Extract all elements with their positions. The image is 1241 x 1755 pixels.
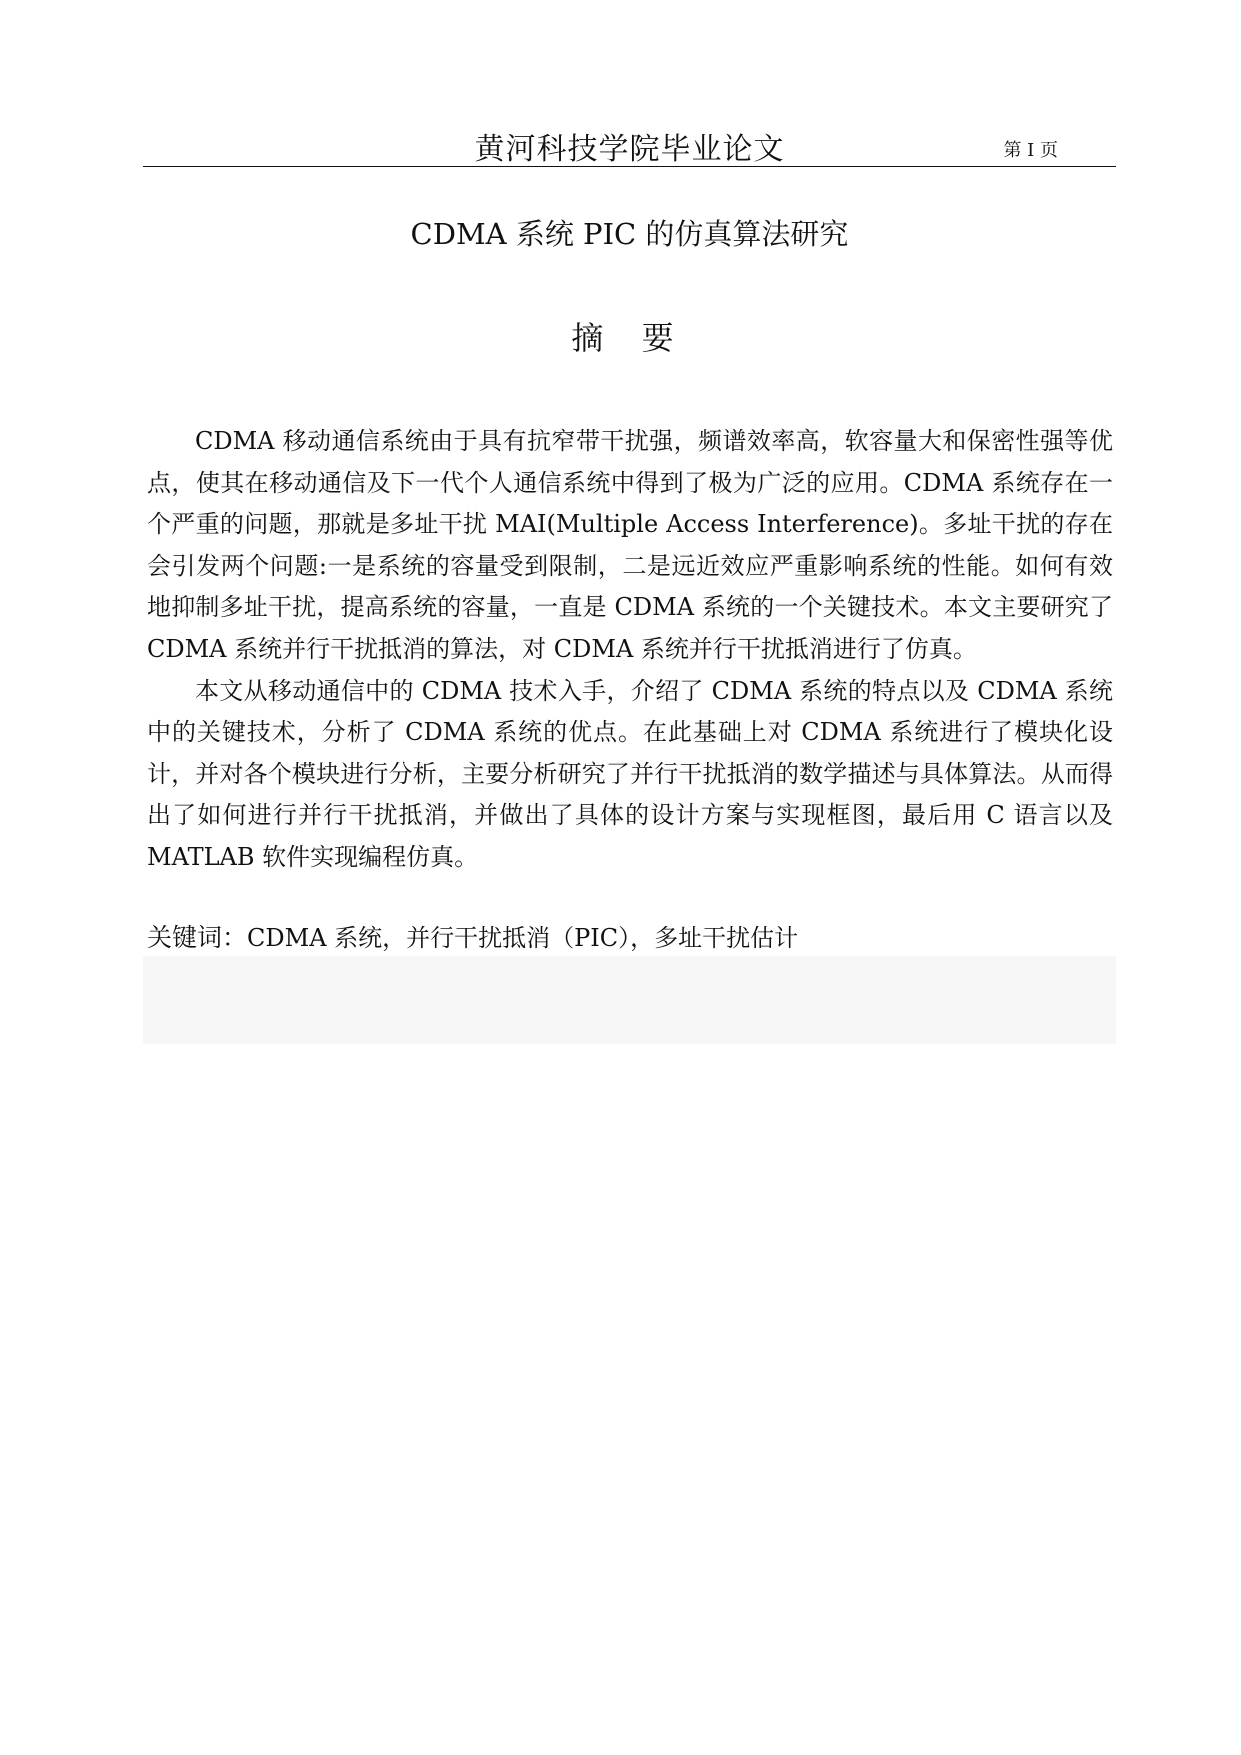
document-title: CDMA 系统 PIC 的仿真算法研究 — [410, 217, 849, 251]
keywords-line — [147, 918, 1113, 958]
keywords-value: CDMA 系统，并行干扰抵消（PIC），多址干扰估计 — [247, 924, 799, 952]
shaded-area — [143, 956, 1116, 1044]
page-header — [143, 118, 1116, 167]
page-number: 第 I 页 — [1003, 140, 1058, 161]
keywords-label: 关键词： — [147, 923, 248, 952]
abstract-paragraph-2: 本文从移动通信中的 CDMA 技术入手，介绍了 CDMA 系统的特点以及 CDMA 系统中的关键技术，分析了 CDMA 系统的优点。在此基础上对 CDMA 系统进行了模块化设计，并对各个模块进行分析，主要分析研究了并行干扰抵消的数学描述与具体算法。从而得出了如何进行并行干扰抵消，并做出了具体的设计方案与实现框图，最后用 C 语言以及 MATLAB 软件实现编程仿真。 — [147, 676, 1113, 871]
abstract-body — [147, 421, 1113, 879]
header-title: 黄河科技学院毕业论文 — [474, 132, 785, 167]
abstract-paragraph-1: CDMA 移动通信系统由于具有抗窄带干扰强，频谱效率高，软容量大和保密性强等优点，使其在移动通信及下一代个人通信系统中得到了极为广泛的应用。CDMA 系统存在一个严重的问题，那就是多址干扰 MAI(Multiple Access Interference)。多址干扰的存在会引发两个问题:一是系统的容量受到限制，二是远近效应严重影响系统的性能。如何有效地抑制多址干扰，提高系统的容量，一直是 CDMA 系统的一个关键技术。本文主要研究了 CDMA 系统并行干扰抵消的算法，对 CDMA 系统并行干扰抵消进行了仿真。 — [147, 427, 1113, 663]
abstract-heading: 摘 要 — [571, 319, 688, 357]
